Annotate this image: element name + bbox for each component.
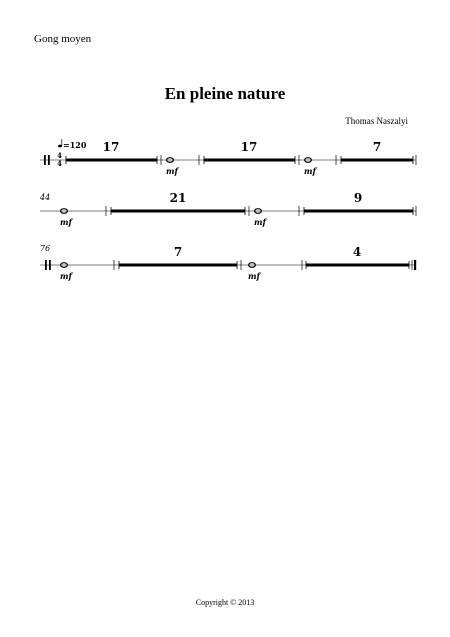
score-title: En pleine nature <box>164 84 286 103</box>
multirest-count: 4 <box>352 245 362 259</box>
multirest-bar <box>304 210 413 213</box>
multirest-count: 17 <box>102 140 120 154</box>
percussion-clef <box>44 155 46 165</box>
composer-name: Thomas Naszalyi <box>345 116 408 126</box>
measure-number: 44 <box>40 193 51 202</box>
multirest-count: 17 <box>240 140 258 154</box>
multirest-count: 21 <box>169 191 187 205</box>
multirest-count: 9 <box>353 191 363 205</box>
svg-text:=120: =120 <box>63 140 87 150</box>
dynamic-mark: mf <box>60 271 72 281</box>
percussion-clef <box>45 260 47 270</box>
dynamic-mark: mf <box>254 217 266 227</box>
time-sig-top: 4 <box>57 151 62 160</box>
multirest-count: 7 <box>372 140 382 154</box>
dynamic-mark: mf <box>166 166 178 176</box>
copyright-notice: Copyright © 2013 <box>195 598 255 607</box>
dynamic-mark: mf <box>60 217 72 227</box>
system-1 <box>40 139 416 176</box>
multirest-bar <box>306 264 409 267</box>
multirest-bar <box>66 159 157 162</box>
multirest-bar <box>119 264 237 267</box>
instrument-name: Gong moyen <box>34 33 92 45</box>
system-2 <box>39 191 416 227</box>
multirest-count: 7 <box>173 245 183 259</box>
time-sig-bottom: 4 <box>57 159 62 168</box>
dynamic-mark: mf <box>304 166 316 176</box>
multirest-bar <box>204 159 295 162</box>
multirest-bar <box>341 159 413 162</box>
quarter-note-icon <box>58 145 62 148</box>
multirest-bar <box>111 210 245 213</box>
measure-number: 76 <box>40 244 51 253</box>
dynamic-mark: mf <box>248 271 260 281</box>
tempo-marking <box>58 139 87 150</box>
system-3 <box>40 244 416 281</box>
